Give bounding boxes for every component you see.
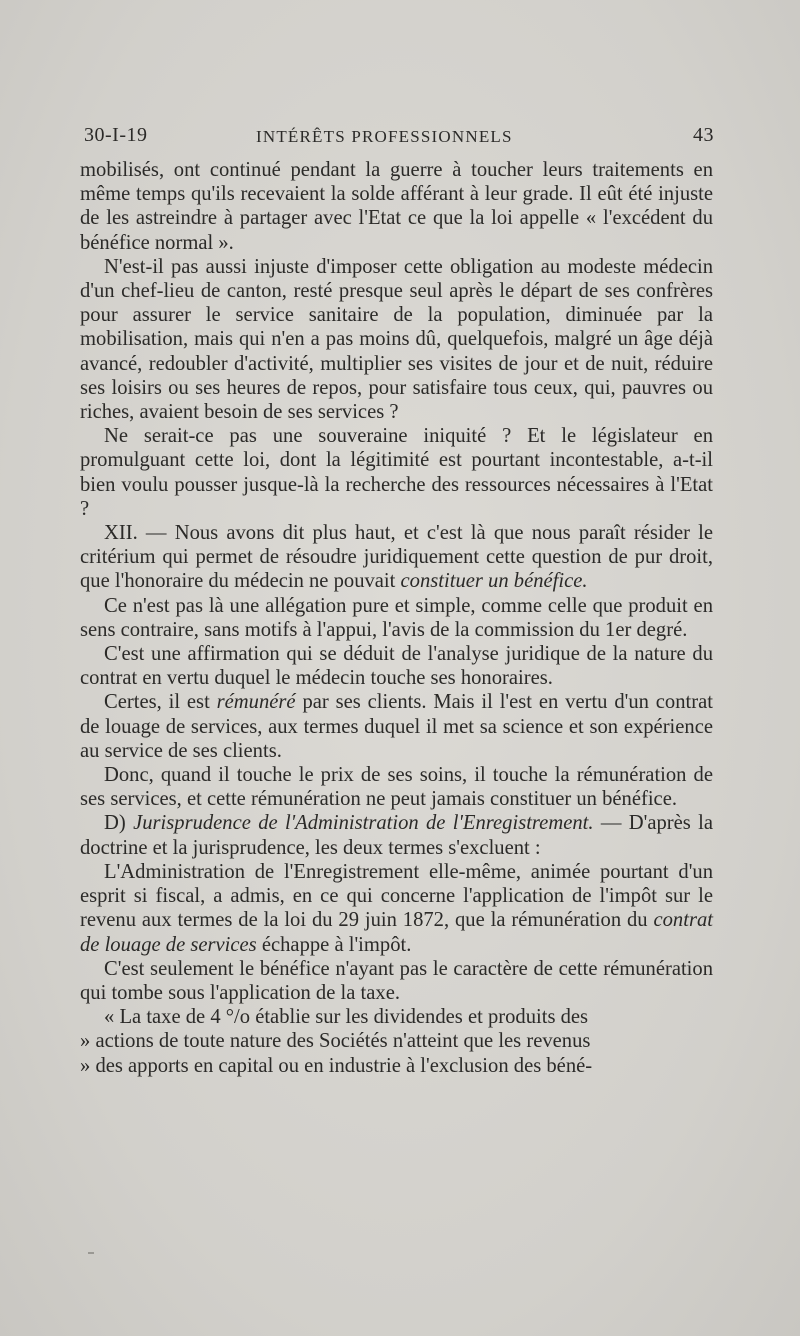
paragraph-text: D'après la doctrine et la jurisprudence, les deux termes s'excluent : [80, 812, 714, 859]
paragraph: Donc, quand il touche le prix de ses soins, il touche la rémunération de ses services, et cette rémunération ne peut jamais constituer un bénéfice. [80, 764, 713, 811]
quote-line: » actions de toute nature des Sociétés n'atteint que les revenus [80, 1030, 591, 1053]
paragraph: Ne serait-ce pas une souveraine iniquité ? Et le législateur en promulguant cette loi, dont la légitimité est pourtant incontestable, a-t-il bien voulu pousser jusque-là la recherche des ressources nécessaires à l'Etat ? [80, 425, 713, 520]
paragraph-text: XII. — Nous avons dit plus haut, et c'est là que nous paraît résider le critérium qui permet de résoudre juridiquement cette question de pur droit, que l'honoraire du médecin ne pouvait [80, 522, 713, 593]
page-number: 43 [693, 124, 714, 146]
paragraph [80, 690, 713, 763]
header-title: INTÉRÊTS PROFESSIONNELS [256, 127, 513, 146]
quote-line: « La taxe de 4 °/o établie sur les dividendes et produits des [104, 1006, 589, 1029]
paragraph: C'est seulement le bénéfice n'ayant pas le caractère de cette rémunération qui tombe sous l'application de la taxe. [80, 957, 713, 1004]
paragraph-text: par ses clients. Mais il l'est en vertu d'un contrat de louage de services, aux termes duquel il met sa science et son expérience au service de ses clients. [80, 691, 713, 762]
paragraph-text: L'Administration de l'Enregistrement elle-même, animée pourtant d'un esprit si fiscal, a admis, en ce qui concerne l'application de l'impôt sur le revenu aux termes de la loi du 29 juin 1872, que la rémunération du [80, 860, 713, 932]
running-header [84, 124, 714, 154]
section-heading [80, 811, 713, 859]
italic-phrase: rémunéré [216, 691, 296, 714]
paragraph-text: échappe à l'impôt. [261, 933, 412, 956]
header-date: 30-I-19 [84, 124, 148, 146]
paragraph-text: Certes, il est [104, 691, 210, 714]
quote-line: » des apports en capital ou en industrie à l'exclusion des béné- [80, 1054, 593, 1077]
body-text [80, 158, 713, 1078]
italic-phrase: constituer un bénéfice. [400, 570, 588, 593]
italic-phrase: contrat de louage de services [80, 909, 713, 956]
paragraph: mobilisés, ont continué pendant la guerre à toucher leurs traitements en même temps qu'ils recevaient la solde afférant à leur grade. Il eût été injuste de les astreindre à partager avec l'Etat ce que la loi appelle « l'excédent du bénéfice normal ». [80, 159, 713, 254]
paragraph [80, 860, 713, 957]
page-mark [88, 1252, 94, 1254]
heading-dash: — [600, 812, 622, 835]
paragraph: C'est une affirmation qui se déduit de l'analyse juridique de la nature du contrat en vertu duquel le médecin touche ses honoraires. [80, 643, 713, 690]
paragraph: Ce n'est pas là une allégation pure et simple, comme celle que produit en sens contraire, sans motifs à l'appui, l'avis de la commission du 1er degré. [80, 594, 713, 641]
italic-heading: Jurisprudence de l'Administration de l'Enregistrement. [133, 812, 594, 835]
section-label: D) [104, 812, 126, 835]
paragraph: N'est-il pas aussi injuste d'imposer cette obligation au modeste médecin d'un chef-lieu de canton, resté presque seul après le départ de ses confrères pour assurer le service sanitaire de la population, diminuée par la mobilisation, mais qui n'en a pas moins dû, quelquefois, malgré un âge déjà avancé, redoubler d'activité, multiplier ses visites de jour et de nuit, réduire ses loisirs ou ses heures de repos, pour satisfaire tous ceux, qui, pauvres ou riches, avaient besoin de ses services ? [80, 255, 713, 424]
paragraph [80, 521, 713, 594]
